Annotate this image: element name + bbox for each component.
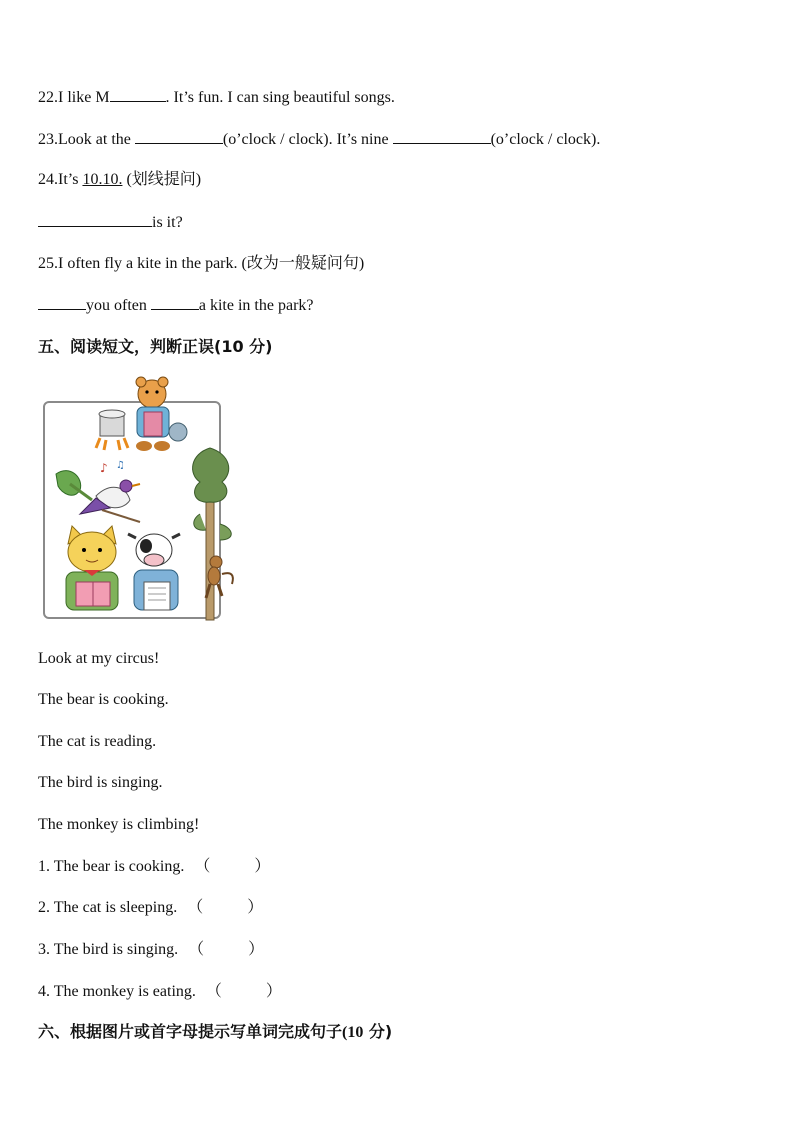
section-6-heading-score: (10 <box>342 1024 364 1041</box>
q22-prefix: 22.I like M <box>38 89 110 106</box>
question-24-answer <box>38 212 183 233</box>
judge-open-paren: （ <box>188 941 205 958</box>
circus-illustration <box>40 374 246 624</box>
section-6-heading-unit: 分) <box>363 1022 393 1041</box>
q25-answer-suffix: a kite in the park? <box>198 297 314 314</box>
judge-item-3 <box>38 940 264 960</box>
q23-part-b: (o’clock / clock). It’s nine <box>222 131 393 148</box>
question-25 <box>38 254 364 274</box>
q24-answer-suffix: is it? <box>152 214 183 231</box>
question-24 <box>38 170 201 190</box>
q24-instruction: (划线提问) <box>122 171 202 188</box>
judge-item-1 <box>38 857 270 877</box>
judge-item-text: 3. The bird is singing. <box>38 941 179 958</box>
passage-line: The bear is cooking. <box>38 691 169 708</box>
q23-blank-2[interactable] <box>393 129 491 144</box>
section-6-heading-text: 六、根据图片或首字母提示写单词完成句子 <box>38 1022 343 1041</box>
q25-blank-1[interactable] <box>38 295 86 310</box>
q23-part-c: (o’clock / clock). <box>490 131 601 148</box>
svg-text:♫: ♫ <box>116 460 125 471</box>
judge-item-2 <box>38 898 263 918</box>
question-23 <box>38 129 600 150</box>
passage-line: The bird is singing. <box>38 774 163 791</box>
q22-blank[interactable] <box>110 87 166 102</box>
question-25-answer <box>38 295 314 316</box>
judge-item-text: 1. The bear is cooking. <box>38 858 185 875</box>
q24-prefix: 24.It’s <box>38 171 83 188</box>
judge-item-4 <box>38 982 282 1002</box>
q22-suffix: . It’s fun. I can sing beautiful songs. <box>165 89 395 106</box>
judge-item-text: 4. The monkey is eating. <box>38 983 196 1000</box>
q25-text: 25.I often fly a kite in the park. (改为一般疑问句) <box>38 255 365 272</box>
q25-blank-2[interactable] <box>151 295 199 310</box>
judge-open-paren: （ <box>187 899 204 916</box>
judge-open-paren: （ <box>205 983 222 1000</box>
passage-line: The monkey is climbing! <box>38 816 200 833</box>
section-6-heading <box>38 1022 392 1043</box>
question-22 <box>38 87 395 108</box>
passage-line: The cat is reading. <box>38 733 157 750</box>
passage-line: Look at my circus! <box>38 650 160 667</box>
section-5-heading: 五、阅读短文，判断正误(10 分) <box>38 337 273 356</box>
q23-part-a: 23.Look at the <box>38 131 135 148</box>
svg-text:♪: ♪ <box>100 461 108 475</box>
q24-underlined-time: 10.10. <box>82 171 123 188</box>
q23-blank-1[interactable] <box>135 129 223 144</box>
q24-answer-blank[interactable] <box>38 212 152 227</box>
judge-open-paren: （ <box>194 858 211 875</box>
judge-close-paren: ） <box>254 858 271 875</box>
q25-answer-mid: you often <box>86 297 151 314</box>
judge-close-paren: ） <box>265 983 282 1000</box>
judge-item-text: 2. The cat is sleeping. <box>38 899 178 916</box>
judge-close-paren: ） <box>247 899 264 916</box>
judge-close-paren: ） <box>248 941 265 958</box>
